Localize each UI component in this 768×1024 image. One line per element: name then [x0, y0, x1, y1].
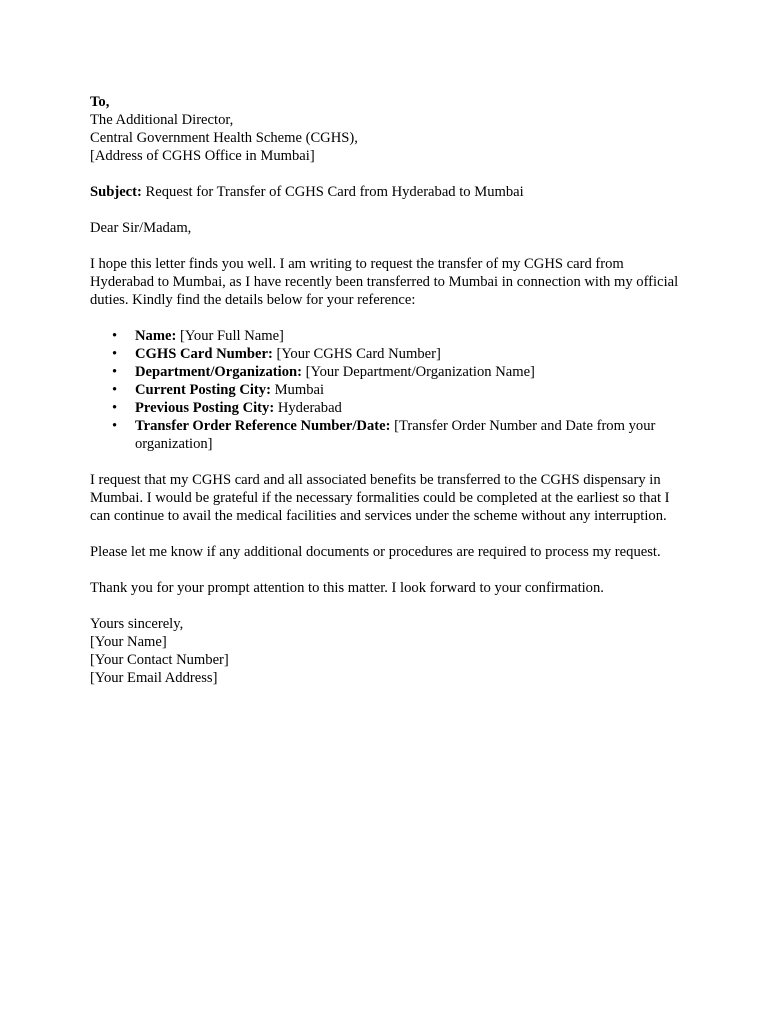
recipient-title: The Additional Director, — [90, 112, 234, 128]
detail-value: Hyderabad — [274, 400, 342, 416]
detail-label: Name: — [135, 328, 177, 344]
detail-label: Previous Posting City: — [135, 400, 275, 416]
bullet-icon: • — [112, 346, 118, 362]
salutation: Dear Sir/Madam, — [90, 220, 192, 236]
detail-value: [Transfer Order Number and Date from your organization] — [135, 418, 656, 452]
thanks-paragraph: Thank you for your prompt attention to this matter. I look forward to your confirmation. — [90, 580, 604, 596]
closing: Yours sincerely, — [90, 616, 184, 632]
detail-value: Mumbai — [270, 382, 325, 398]
list-item — [90, 399, 690, 417]
to-label: To, — [90, 94, 110, 110]
subject-line — [90, 183, 690, 201]
detail-value: [Your Full Name] — [176, 328, 284, 344]
detail-label: Transfer Order Reference Number/Date: — [135, 418, 391, 434]
list-item — [90, 417, 690, 453]
list-item — [90, 381, 690, 399]
signature-block — [90, 615, 690, 687]
bullet-icon: • — [112, 400, 118, 416]
details-list — [90, 327, 690, 453]
intro-paragraph: I hope this letter finds you well. I am writing to request the transfer of my CGHS card from Hyderabad to Mumbai, as I have recently been transferred to Mumbai in connection with my official duties. Kindly find the details below for your reference: — [90, 256, 679, 308]
list-item — [90, 345, 690, 363]
recipient-address: [Address of CGHS Office in Mumbai] — [90, 148, 315, 164]
detail-label: Department/Organization: — [135, 364, 302, 380]
recipient-organization: Central Government Health Scheme (CGHS), — [90, 130, 358, 146]
request-paragraph: I request that my CGHS card and all associated benefits be transferred to the CGHS dispensary in Mumbai. I would be grateful if the necessary formalities could be completed at the earliest so that I can continue to avail the medical facilities and services under the scheme without any interruption. — [90, 472, 670, 524]
subject-label: Subject: — [90, 184, 142, 200]
list-item — [90, 363, 690, 381]
subject-text: Request for Transfer of CGHS Card from Hyderabad to Mumbai — [141, 184, 524, 200]
recipient-block — [90, 93, 690, 165]
detail-value: [Your CGHS Card Number] — [272, 346, 441, 362]
signature-email: [Your Email Address] — [90, 670, 218, 686]
detail-value: [Your Department/Organization Name] — [302, 364, 535, 380]
documents-paragraph: Please let me know if any additional documents or procedures are required to process my request. — [90, 544, 661, 560]
detail-label: Current Posting City: — [135, 382, 271, 398]
signature-contact-number: [Your Contact Number] — [90, 652, 229, 668]
bullet-icon: • — [112, 364, 118, 380]
bullet-icon: • — [112, 418, 118, 434]
bullet-icon: • — [112, 382, 118, 398]
signature-name: [Your Name] — [90, 634, 167, 650]
bullet-icon: • — [112, 328, 118, 344]
letter-page — [90, 93, 690, 705]
list-item — [90, 327, 690, 345]
detail-label: CGHS Card Number: — [135, 346, 273, 362]
